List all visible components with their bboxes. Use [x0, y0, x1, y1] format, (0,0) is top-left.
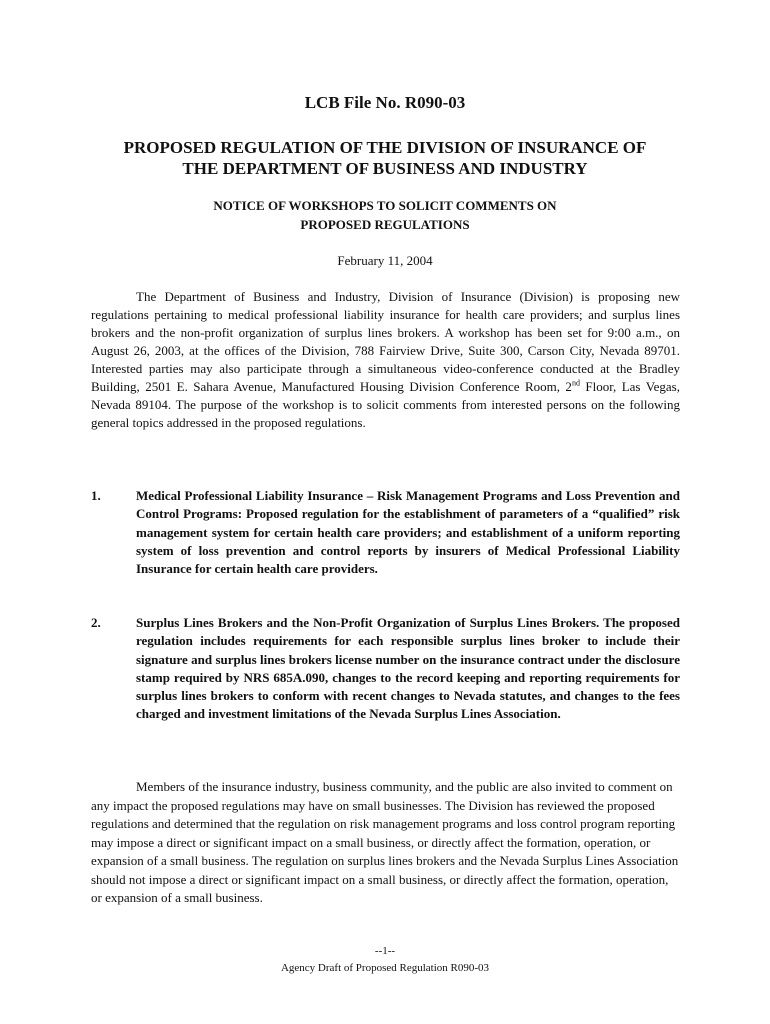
page-number: --1-- — [374, 945, 396, 957]
topic-number: 1. — [91, 488, 101, 503]
notice-subtitle — [150, 196, 620, 234]
intro-paragraph — [91, 288, 680, 432]
closing-paragraph: Members of the insurance industry, business community, and the public are also invited to comment on any impact the proposed regulations may have on small businesses. The Division has reviewed the proposed regulations and determined that the regulation on risk management programs and loss control program reporting may impose a direct or significant impact on a small business, or directly affect the formation, operation, or expansion of a small business. The regulation on surplus lines brokers and the Nevada Surplus Lines Association should not impose a direct or significant impact on a small business, or directly affect the formation, operation, or expansion of a small business. — [91, 779, 679, 905]
intro-text-part-1: The Department of Business and Industry, Division of Insurance (Division) is proposing new regulations pertaining to medical professional liability insurance for health care providers; and surplus lines brokers and the non-profit organization of surplus lines brokers. A workshop has been set for 9:00 a.m., on August 26, 2003, at the offices of the Division, 788 Fairview Drive, Suite 300, Carson City, Nevada 89701. Interested parties may also participate through a simultaneous video-conference conducted at the Bradley Building, 2501 E. Sahara Avenue, Manufactured Housing Division Conference Room, 2 — [91, 289, 680, 394]
ordinal-superscript: nd — [571, 378, 580, 388]
subtitle-line-1: NOTICE OF WORKSHOPS TO SOLICIT COMMENTS ON — [213, 198, 557, 213]
topic-number: 2. — [91, 615, 101, 630]
topic-text: Surplus Lines Brokers and the Non-Profit Organization of Surplus Lines Brokers. The proposed regulation includes requirements for each responsible surplus lines broker to include their signature and surplus lines brokers license number on the insurance contract under the disclosure stamp required by NRS 685A.090, changes to the record keeping and reporting requirements for surplus lines brokers to conform with recent changes to Nevada statutes, and changes to the fees charged and investment limitations of the Nevada Surplus Lines Association. — [136, 615, 680, 722]
topic-item — [91, 487, 680, 578]
file-number: LCB File No. R090-03 — [304, 93, 466, 112]
topic-text: Medical Professional Liability Insurance – Risk Management Programs and Loss Prevention and Control Programs: Proposed regulation for the establishment of parameters of a “qualified” risk management system for certain health care providers; and establishment of a uniform reporting system of loss prevention and control reports by insurers of Medical Professional Liability Insurance for certain health care providers. — [136, 488, 680, 577]
subtitle-line-2: PROPOSED REGULATIONS — [300, 217, 470, 232]
title-line-1: PROPOSED REGULATION OF THE DIVISION OF INSURANCE OF — [123, 138, 647, 157]
document-title — [90, 137, 680, 179]
footer-note: Agency Draft of Proposed Regulation R090-03 — [280, 962, 490, 974]
title-line-2: THE DEPARTMENT OF BUSINESS AND INDUSTRY — [182, 159, 588, 178]
intro-text-part-2: Floor, Las Vegas, Nevada 89104. The purpose of the workshop is to solicit comments from interested persons on the following general topics addressed in the proposed regulations. — [91, 379, 680, 430]
notice-date: February 11, 2004 — [337, 253, 433, 268]
topic-item — [91, 614, 680, 724]
